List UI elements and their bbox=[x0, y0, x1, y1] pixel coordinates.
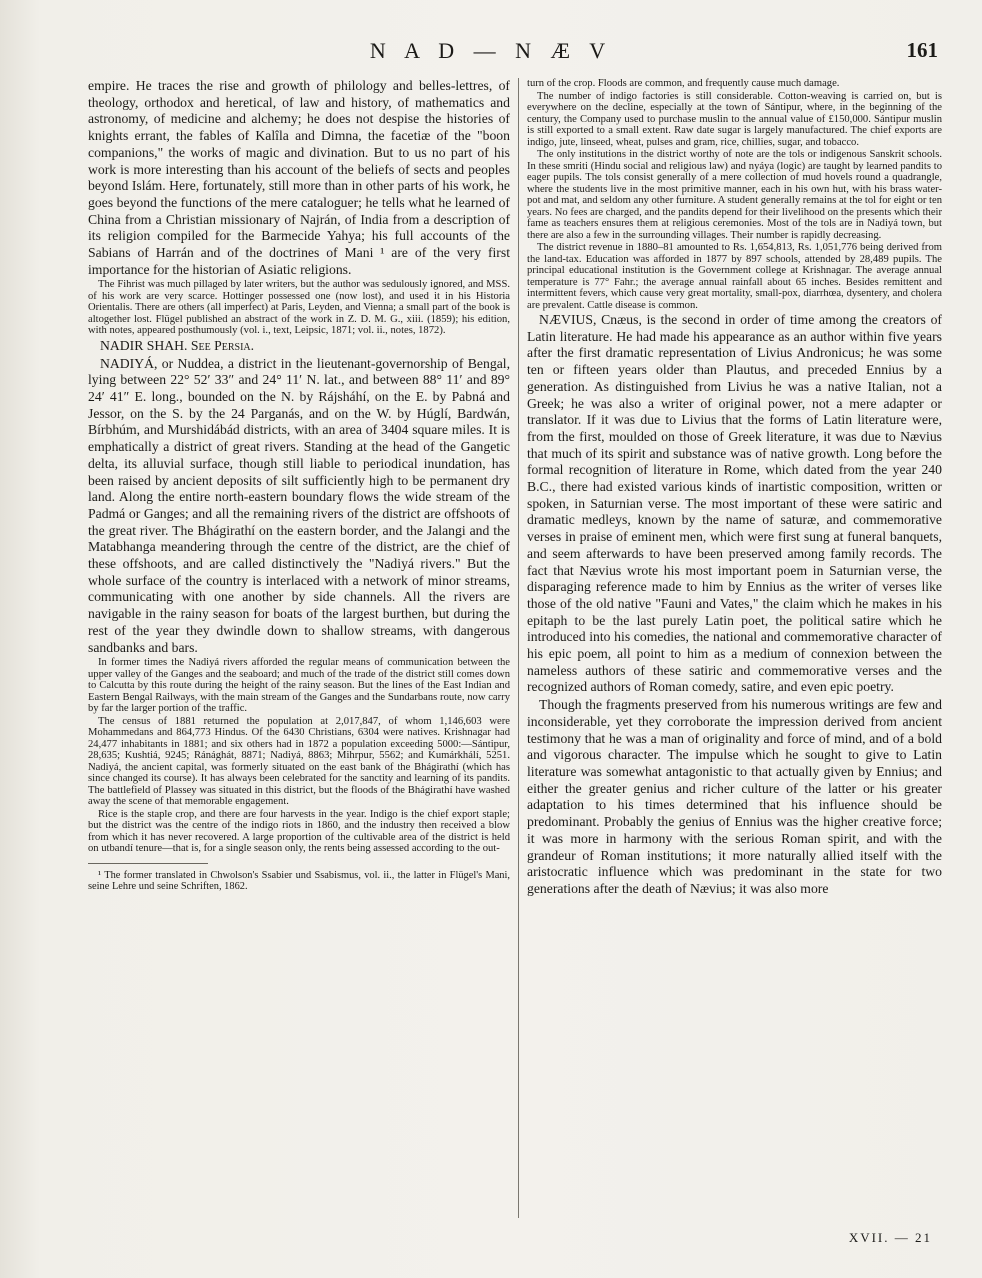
paragraph: The Fihrist was much pillaged by later writers, but the author was sedulously ignored, and MSS. of his work are very scarce. Hottinger possessed one (now lost), and used it in his Historia Orientalis. There are others (all imperfect) at Paris, Leyden, and Vienna; a small part of the book is altogether lost. Flügel published an abstract of the work in Z. D. M. G., xiii. (1859); his edition, with notes, appeared posthumously (vol. i., text, Leipsic, 1871; vol. ii., notes, 1872). bbox=[88, 279, 510, 337]
running-header: N A D — N Æ V bbox=[369, 38, 613, 63]
footnote-rule bbox=[88, 863, 208, 864]
paragraph: The district revenue in 1880–81 amounted to Rs. 1,654,813, Rs. 1,051,776 being derived from the land-tax. Education was afforded in 1877 by 897 schools, attended by 28,489 pupils. The principal educational institution is the Government college at Krishnagar. The average annual temperature is 77° Fahr.; the average annual rainfall about 65 inches. Besides remittent and intermittent fevers, which cause very great mortality, small-pox, diarrhœa, dysentery, and cholera are prevalent. Cattle disease is common. bbox=[527, 242, 942, 311]
paragraph: NADIYÁ, or Nuddea, a district in the lieutenant-governorship of Bengal, lying between 22° 52′ 33″ and 24° 11′ N. lat., and between 88° 11′ and 89° 24′ 41″ E. long., bounded on the N. by Rájsháhí, on the E. by Pabná and Jessor, on the S. by the 24 Parganás, and on the W. by Húglí, Bardwán, Bírbhúm, and Murshidábád districts, with an area of 3404 square miles. It is emphatically a district of great rivers. Standing at the head of the Gangetic delta, its alluvial surface, though still liable to periodical inundation, has been raised by ancient deposits of silt sufficiently high to be permanent dry land. Along the entire north-eastern boundary flows the wide stream of the Padmá or Ganges; and all the remaining rivers of the district are offshoots of the great river. The Bhágirathí on the eastern border, and the Jalangi and the Matabhanga meandering through the centre of the district, are the chief of these offshoots, and are called distinctively the "Nadiyá rivers." But the whole surface of the country is interlaced with a network of minor streams, communicating with one another by side channels. All the rivers are navigable in the rainy season for boats of the largest burthen, but during the rest of the year they dwindle down to shallow streams, with dangerous sandbanks and bars. bbox=[88, 355, 510, 655]
paragraph: empire. He traces the rise and growth of philology and belles-lettres, of theology, orthodox and heretical, of law and history, of mathematics and astronomy, of medicine and alchemy; he does not despise the histories of knights errant, the fables of Kalîla and Dimna, the facetiæ of the "boon companions," the works of magic and divination. But to us no part of his work is more interesting than his account of the beliefs of sects and peoples beyond Islám. Here, fortunately, still more than in other parts of his work, he goes beyond the functions of the mere cataloguer; he tells what he learned of China from a Christian missionary of Najrán, of India from a description of its religion compiled for the Barmecide Yahya; his full accounts of the Sabians of Harrán and of the doctrines of Mani ¹ are of the very first importance for the historian of Asiatic religions. bbox=[88, 78, 510, 277]
paragraph: The only institutions in the district worthy of note are the tols or indigenous Sanskrit schools. In these smriti (Hindu social and religious law) and nyáya (logic) are taught by learned pandits to eager pupils. The tols consist generally of a mere collection of mud hovels round a quadrangle, where the students live in the most primitive manner, each in his own hut, with his brass water-pot and mat, and seldom any other furniture. A student generally remains at the tol for eight or ten years. No fees are charged, and the pandits depend for their livelihood on the presents which their fame as teachers ensures them at religious ceremonies. Most of the tols are in Nadiyá town, but there are also a few in the surrounding villages. Their number is rapidly decreasing. bbox=[527, 149, 942, 241]
right-column bbox=[527, 78, 942, 899]
entry-heading: NADIR SHAH. See Persia. bbox=[100, 337, 255, 353]
paragraph: Though the fragments preserved from his numerous writings are few and inconsiderable, yet they corroborate the impression derived from ancient testimony that he was a man of originality and force of mind, and of a bold and vigorous character. The impulse which he sought to give to Latin literature was somewhat antagonistic to that actually given by Ennius; and either the greater genius and richer culture of the latter or his greater adaptation to his times determined that his influence should be predominant. Probably the genius of Ennius was the higher creative force; it was more in harmony with the serious Roman spirit, and with the grandeur of Roman institutions; it more naturally allied itself with the aristocratic influence which was predominant in the state for two generations after the death of Nævius; it was also more bbox=[527, 697, 942, 896]
paragraph: The number of indigo factories is still considerable. Cotton-weaving is carried on, but is everywhere on the decline, especially at the town of Sántipur, where, in the beginning of the century, the Company used to purchase muslin to the annual value of £150,000. Sántipur muslin is still exported to a small extent. Raw date sugar is largely manufactured. The chief exports are indigo, jute, linseed, wheat, pulses and gram, rice, chillies, sugar, and tobacco. bbox=[527, 90, 942, 148]
page-number: 161 bbox=[906, 38, 938, 62]
left-column bbox=[88, 78, 510, 893]
paragraph: NÆVIUS, Cnæus, is the second in order of time among the creators of Latin literature. He had made his appearance as an author within five years after the first dramatic representation of Livius Andronicus; he was some ten or fifteen years older than Plautus, and preceded Ennius by a generation. As distinguished from Livius he was a native Italian, not a Greek; he was also a writer of original power, not a mere adapter or translator. If it was due to Livius that the forms of Latin literature were, from the first, moulded on those of Greek literature, it was due to Nævius that much of its spirit and substance was of native growth. Long before the formal recognition of literature in Rome, which dated from the year 240 B.C., there had existed various kinds of inartistic composition, written or spoken, in Saturnian verse. The most important of these were satiric and dramatic medleys, known by the name of saturæ, and commemorative verses in praise of eminent men, which were first sung at funeral banquets, and seem afterwards to have been preserved among family records. The fact that Nævius wrote his most important poem in Saturnian verse, the disparaging reference made to him by Ennius as the writer of verses like those of the old native "Fauni and Vates," the claim which he makes in his epitaph to be the last purely Latin poet, the political satire which he introduced into his comedies, the national and commemorative character of his epic poem, all point to him as a medium of connexion between the nameless authors of these satiric and commemorative verses and the recognized authors of Roman comedy, satire, and even epic poetry. bbox=[527, 312, 942, 695]
signature-mark: XVII. — 21 bbox=[848, 1230, 932, 1245]
column-divider bbox=[518, 78, 519, 1218]
paragraph: In former times the Nadiyá rivers afforded the regular means of communication between the upper valley of the Ganges and the seaboard; and much of the trade of the district still comes down to Calcutta by this route during the height of the rainy season. But the lines of the East Indian and Eastern Bengal Railways, with the main stream of the Ganges and the Sundarbans route, now carry by far the larger portion of the traffic. bbox=[88, 657, 510, 715]
footnote: ¹ The former translated in Chwolson's Ssabier und Ssabismus, vol. ii., the latter in Flügel's Mani, seine Lehre und seine Schriften, 1862. bbox=[88, 869, 510, 893]
paragraph: turn of the crop. Floods are common, and frequently cause much damage. bbox=[527, 78, 840, 89]
paragraph: The census of 1881 returned the population at 2,017,847, of whom 1,146,603 were Mohammedans and 864,773 Hindus. Of the 6430 Christians, 6304 were natives. Krishnagar had 24,477 inhabitants in 1881; and six others had in 1872 a population exceeding 5000:—Sántipur, 28,635; Kushtiá, 9245; Ránághát, 8871; Nadiyá, 8863; Mihrpur, 5562; and Kumárkhálí, 5251. Nadiyá, the ancient capital, was formerly situated on the east bank of the Bhágirathí (which has since changed its course). It has always been celebrated for the sanctity and learning of its pandits. The battlefield of Plassey was situated in this district, but the floods of the Bhágirathí have washed away the scene of that memorable engagement. bbox=[88, 715, 510, 808]
paragraph: Rice is the staple crop, and there are four harvests in the year. Indigo is the chief export staple; but the district was the centre of the indigo riots in 1860, and the industry then received a blow from which it has never recovered. A large proportion of the cultivable area of the district is held on utbandí tenure—that is, for a single season only, the rents being assessed according to the out- bbox=[88, 808, 510, 855]
